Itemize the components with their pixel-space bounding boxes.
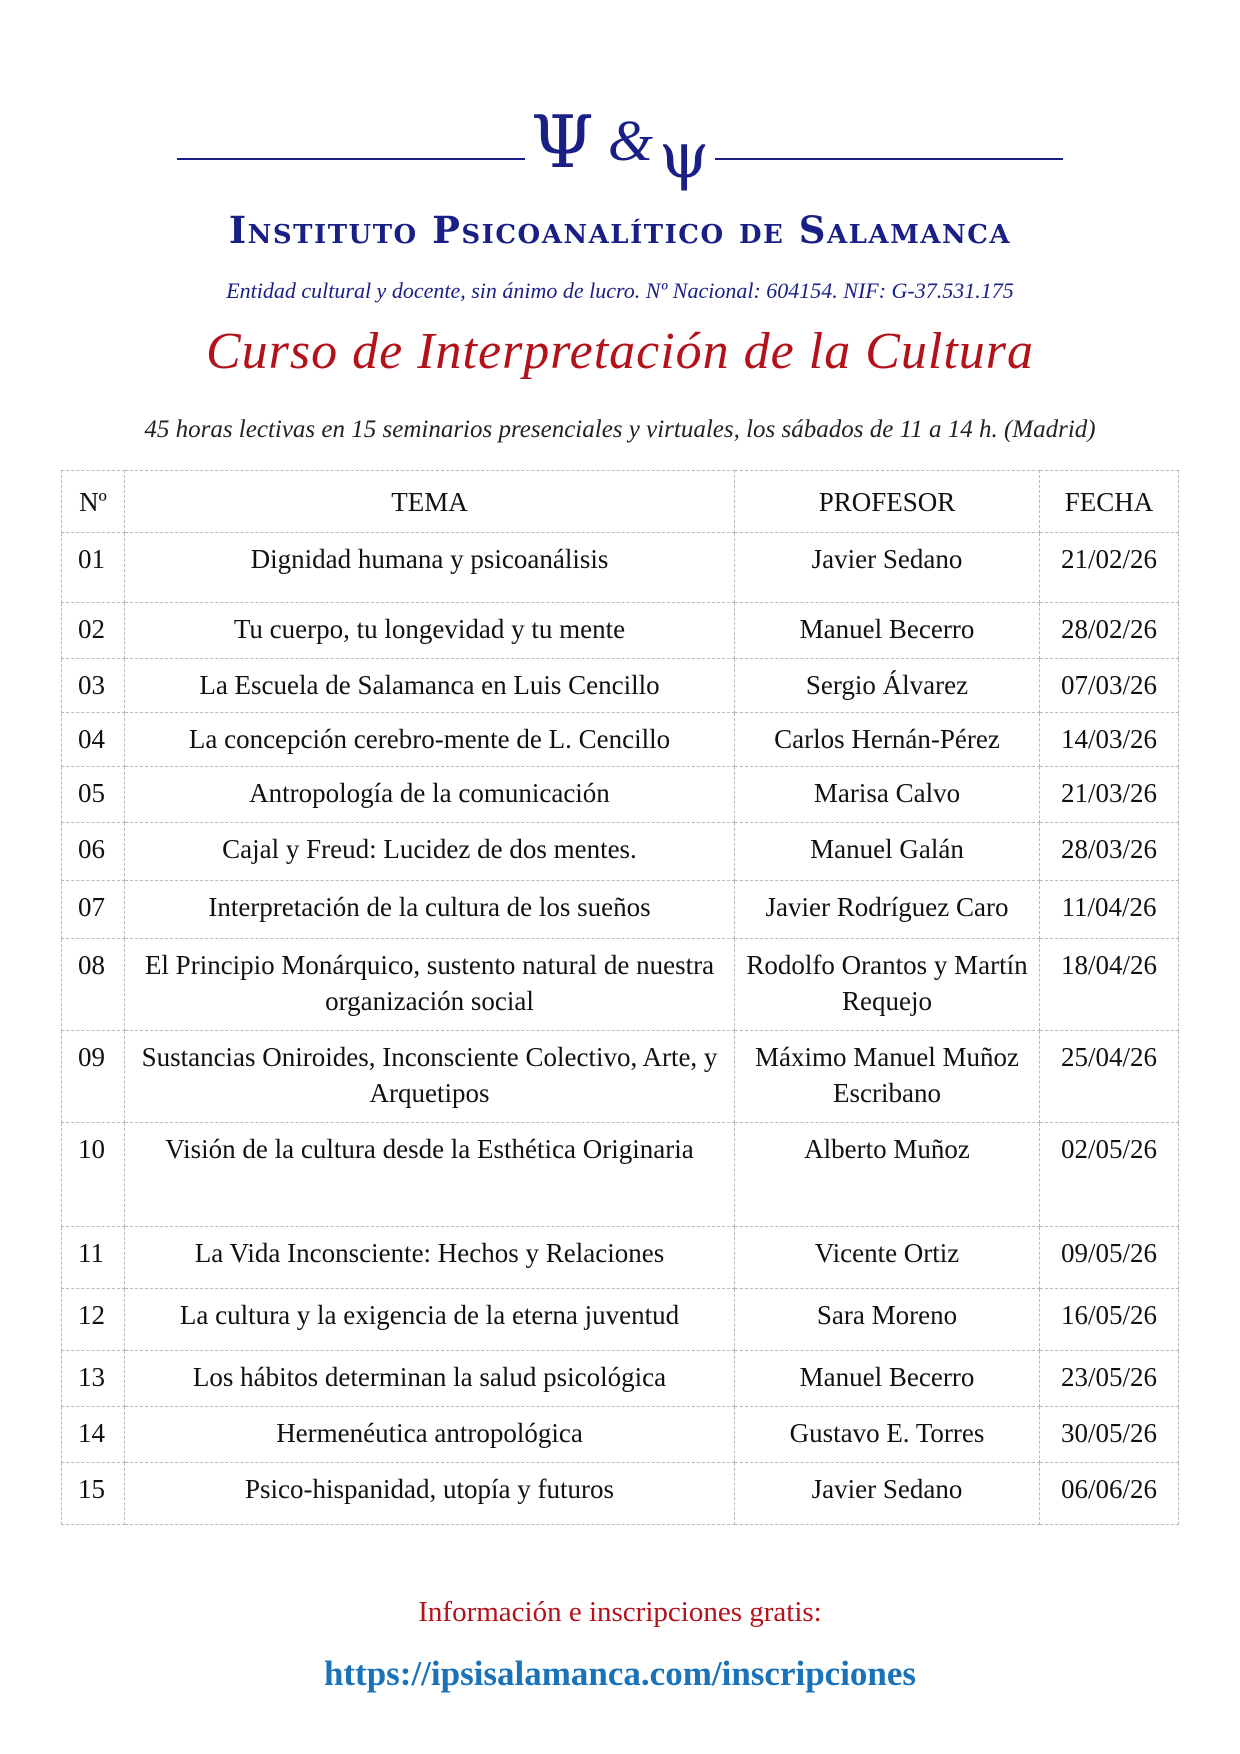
cell-num: 07 bbox=[62, 881, 125, 939]
header-professor: PROFESOR bbox=[735, 471, 1040, 533]
table-row bbox=[62, 713, 1179, 767]
course-title: Curso de Interpretación de la Cultura bbox=[205, 323, 1035, 380]
cell-num: 06 bbox=[62, 823, 125, 881]
cell-topic: La Escuela de Salamanca en Luis Cencillo bbox=[125, 659, 735, 713]
cell-num: 08 bbox=[62, 939, 125, 1031]
registration-info: Información e inscripciones gratis: bbox=[418, 1596, 822, 1628]
cell-professor: Gustavo E. Torres bbox=[735, 1407, 1040, 1463]
logo-left-rule bbox=[177, 158, 525, 160]
cell-professor: Sara Moreno bbox=[735, 1289, 1040, 1351]
table-row bbox=[62, 767, 1179, 823]
cell-professor: Vicente Ortiz bbox=[735, 1227, 1040, 1289]
cell-date: 09/05/26 bbox=[1040, 1227, 1179, 1289]
cell-professor: Manuel Becerro bbox=[735, 603, 1040, 659]
cell-professor: Manuel Becerro bbox=[735, 1351, 1040, 1407]
seminar-schedule-table bbox=[61, 470, 1179, 1525]
cell-num: 15 bbox=[62, 1463, 125, 1525]
table-row bbox=[62, 659, 1179, 713]
cell-professor: Alberto Muñoz bbox=[735, 1123, 1040, 1227]
cell-topic: El Principio Monárquico, sustento natural de nuestra organización social bbox=[125, 939, 735, 1031]
cell-date: 11/04/26 bbox=[1040, 881, 1179, 939]
psi-upper-icon: Ψ bbox=[530, 100, 594, 184]
cell-topic: Los hábitos determinan la salud psicológica bbox=[125, 1351, 735, 1407]
table-row bbox=[62, 1289, 1179, 1351]
cell-professor: Javier Sedano bbox=[735, 1463, 1040, 1525]
cell-professor: Marisa Calvo bbox=[735, 767, 1040, 823]
table-row bbox=[62, 823, 1179, 881]
cell-date: 07/03/26 bbox=[1040, 659, 1179, 713]
header-topic: TEMA bbox=[125, 471, 735, 533]
cell-professor: Sergio Álvarez bbox=[735, 659, 1040, 713]
cell-num: 11 bbox=[62, 1227, 125, 1289]
logo-right-rule bbox=[715, 158, 1063, 160]
cell-topic: Dignidad humana y psicoanálisis bbox=[125, 533, 735, 603]
cell-num: 14 bbox=[62, 1407, 125, 1463]
cell-topic: Psico-hispanidad, utopía y futuros bbox=[125, 1463, 735, 1525]
cell-num: 03 bbox=[62, 659, 125, 713]
table-row bbox=[62, 1463, 1179, 1525]
cell-professor: Javier Sedano bbox=[735, 533, 1040, 603]
psi-lower-icon: ψ bbox=[659, 119, 710, 193]
cell-num: 10 bbox=[62, 1123, 125, 1227]
cell-professor: Máximo Manuel Muñoz Escribano bbox=[735, 1031, 1040, 1123]
cell-date: 21/02/26 bbox=[1040, 533, 1179, 603]
table-header-row bbox=[62, 471, 1179, 533]
cell-date: 30/05/26 bbox=[1040, 1407, 1179, 1463]
cell-topic: Cajal y Freud: Lucidez de dos mentes. bbox=[125, 823, 735, 881]
cell-date: 18/04/26 bbox=[1040, 939, 1179, 1031]
psi-logo-mark bbox=[530, 100, 710, 193]
cell-professor: Carlos Hernán-Pérez bbox=[735, 713, 1040, 767]
cell-date: 06/06/26 bbox=[1040, 1463, 1179, 1525]
cell-professor: Manuel Galán bbox=[735, 823, 1040, 881]
table-row bbox=[62, 533, 1179, 603]
cell-topic: La cultura y la exigencia de la eterna juventud bbox=[125, 1289, 735, 1351]
institute-logo bbox=[0, 78, 1240, 193]
header-date: FECHA bbox=[1040, 471, 1179, 533]
table-row bbox=[62, 1123, 1179, 1227]
cell-date: 21/03/26 bbox=[1040, 767, 1179, 823]
cell-num: 09 bbox=[62, 1031, 125, 1123]
cell-num: 02 bbox=[62, 603, 125, 659]
cell-topic: Tu cuerpo, tu longevidad y tu mente bbox=[125, 603, 735, 659]
ampersand-icon: & bbox=[607, 108, 654, 173]
cell-topic: Interpretación de la cultura de los sueños bbox=[125, 881, 735, 939]
institute-name: Instituto Psicoanalítico de Salamanca bbox=[228, 208, 1012, 252]
cell-num: 12 bbox=[62, 1289, 125, 1351]
cell-date: 28/02/26 bbox=[1040, 603, 1179, 659]
cell-date: 14/03/26 bbox=[1040, 713, 1179, 767]
cell-date: 23/05/26 bbox=[1040, 1351, 1179, 1407]
cell-num: 04 bbox=[62, 713, 125, 767]
table-row bbox=[62, 881, 1179, 939]
cell-num: 13 bbox=[62, 1351, 125, 1407]
cell-topic: La concepción cerebro-mente de L. Cencillo bbox=[125, 713, 735, 767]
cell-date: 25/04/26 bbox=[1040, 1031, 1179, 1123]
registration-link[interactable]: https://ipsisalamanca.com/inscripciones bbox=[323, 1654, 917, 1693]
cell-num: 01 bbox=[62, 533, 125, 603]
cell-date: 16/05/26 bbox=[1040, 1289, 1179, 1351]
cell-date: 28/03/26 bbox=[1040, 823, 1179, 881]
institute-subtitle: Entidad cultural y docente, sin ánimo de lucro. Nº Nacional: 604154. NIF: G-37.531.175 bbox=[226, 278, 1014, 303]
cell-num: 05 bbox=[62, 767, 125, 823]
cell-topic: Visión de la cultura desde la Esthética Originaria bbox=[125, 1123, 735, 1227]
course-subtitle: 45 horas lectivas en 15 seminarios presenciales y virtuales, los sábados de 11 a 14 h. (Madrid) bbox=[144, 416, 1096, 443]
cell-topic: La Vida Inconsciente: Hechos y Relaciones bbox=[125, 1227, 735, 1289]
table-row bbox=[62, 939, 1179, 1031]
cell-topic: Hermenéutica antropológica bbox=[125, 1407, 735, 1463]
cell-topic: Antropología de la comunicación bbox=[125, 767, 735, 823]
cell-topic: Sustancias Oniroides, Inconsciente Colectivo, Arte, y Arquetipos bbox=[125, 1031, 735, 1123]
table-row bbox=[62, 1227, 1179, 1289]
table-row bbox=[62, 1351, 1179, 1407]
header-num: Nº bbox=[62, 471, 125, 533]
table-row bbox=[62, 603, 1179, 659]
cell-date: 02/05/26 bbox=[1040, 1123, 1179, 1227]
cell-professor: Javier Rodríguez Caro bbox=[735, 881, 1040, 939]
cell-professor: Rodolfo Orantos y Martín Requejo bbox=[735, 939, 1040, 1031]
table-row bbox=[62, 1407, 1179, 1463]
table-row bbox=[62, 1031, 1179, 1123]
